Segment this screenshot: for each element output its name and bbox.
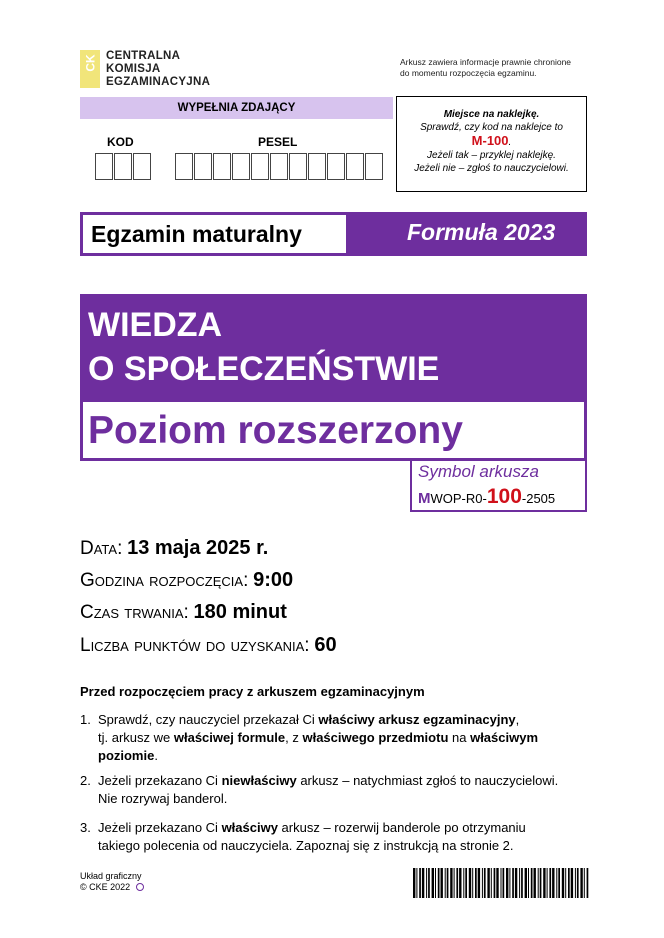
digit-box[interactable]	[251, 153, 269, 180]
instruction-number: 3.	[80, 820, 91, 835]
exam-level: Poziom rozszerzony	[88, 409, 463, 452]
logo-mark-text: CK	[83, 54, 98, 72]
digit-box[interactable]	[346, 153, 364, 180]
digit-box[interactable]	[270, 153, 288, 180]
instructions-title: Przed rozpoczęciem pracy z arkuszem egzaminacyjnym	[80, 684, 425, 699]
info-key: Data:	[80, 538, 123, 559]
sticker-no-instruction: Jeżeli nie – zgłoś to nauczycielowi.	[414, 163, 569, 174]
footer-line: Układ graficzny	[80, 871, 142, 881]
kod-input-boxes[interactable]	[95, 153, 152, 180]
digit-box[interactable]	[133, 153, 151, 180]
instruction-text: Jeżeli przekazano Ci niewłaściwy arkusz – natychmiast zgłoś to nauczycielowi. Nie rozrywaj banderol.	[98, 773, 559, 806]
logo-line: KOMISJA	[106, 63, 161, 75]
info-value: 13 maja 2025 r.	[127, 537, 269, 559]
symbol-prefix: M	[418, 490, 431, 507]
digit-box[interactable]	[327, 153, 345, 180]
symbol-label: Symbol arkusza	[418, 462, 539, 481]
notice-line: do momentu rozpoczęcia egzaminu.	[400, 67, 537, 78]
cke-logo-text	[106, 50, 210, 89]
logo-line: EGZAMINACYJNA	[106, 76, 211, 88]
digit-box[interactable]	[175, 153, 193, 180]
subject-title	[88, 303, 439, 391]
subject-line: WIEDZA	[88, 306, 223, 344]
symbol-mid: WOP-R0-	[430, 491, 487, 506]
notice-line: Arkusz zawiera informacje prawnie chronione	[400, 57, 572, 67]
exam-type: Egzamin maturalny	[83, 215, 346, 253]
info-value: 9:00	[253, 569, 294, 591]
footer-line: © CKE 2022	[80, 882, 131, 892]
subject-line: O SPOŁECZEŃSTWIE	[88, 350, 440, 388]
digit-box[interactable]	[308, 153, 326, 180]
instruction-text: Jeżeli przekazano Ci właściwy arkusz – rozerwij banderole po otrzymaniu takiego polecenia od nauczyciela. Zapoznaj się z instrukcją na stronie 2.	[98, 820, 526, 853]
digit-box[interactable]	[213, 153, 231, 180]
symbol-suffix: -2505	[521, 491, 556, 506]
symbol-number: 100	[486, 485, 522, 508]
instruction-item	[80, 819, 600, 855]
pesel-label: PESEL	[258, 135, 298, 149]
instruction-item	[80, 772, 600, 808]
sticker-title: Miejsce na naklejkę.	[443, 109, 540, 120]
digit-box[interactable]	[232, 153, 250, 180]
info-points	[80, 634, 337, 657]
exam-formula: Formuła 2023	[407, 219, 556, 245]
sticker-area	[396, 96, 587, 192]
info-key: Liczba punktów do uzyskania:	[80, 635, 310, 656]
instruction-item	[80, 711, 600, 765]
digit-box[interactable]	[194, 153, 212, 180]
pesel-input-boxes[interactable]	[175, 153, 384, 180]
digit-box[interactable]	[365, 153, 383, 180]
sticker-yes-instruction: Jeżeli tak – przyklej naklejkę.	[427, 150, 556, 161]
footer-dot-icon	[136, 883, 144, 891]
info-value: 180 minut	[193, 601, 287, 623]
kod-label: KOD	[107, 135, 134, 149]
digit-box[interactable]	[95, 153, 113, 180]
info-start-time	[80, 569, 293, 592]
info-key: Godzina rozpoczęcia:	[80, 570, 249, 591]
footer-credit	[80, 871, 142, 893]
instruction-number: 1.	[80, 712, 91, 727]
logo-line: CENTRALNA	[106, 50, 181, 62]
sticker-instruction: Sprawdź, czy kod na naklejce to	[420, 122, 563, 133]
instruction-number: 2.	[80, 773, 91, 788]
digit-box[interactable]	[114, 153, 132, 180]
instruction-text: Sprawdź, czy nauczyciel przekazał Ci właściwy arkusz egzaminacyjny, tj. arkusz we właściwej formule, z właściwego przedmiotu na właściwym poziomie.	[98, 712, 539, 763]
sticker-code-suffix: .	[508, 137, 512, 148]
barcode-icon	[413, 868, 589, 898]
sticker-code: M-100	[471, 133, 509, 148]
cke-logo-mark	[80, 50, 100, 88]
digit-box[interactable]	[289, 153, 307, 180]
legal-notice	[400, 57, 600, 78]
symbol-code	[418, 485, 555, 509]
info-date	[80, 537, 268, 560]
fill-by-candidate-bar: WYPEŁNIA ZDAJĄCY	[80, 97, 393, 119]
info-value: 60	[314, 634, 337, 656]
info-key: Czas trwania:	[80, 602, 189, 623]
info-duration	[80, 601, 287, 624]
